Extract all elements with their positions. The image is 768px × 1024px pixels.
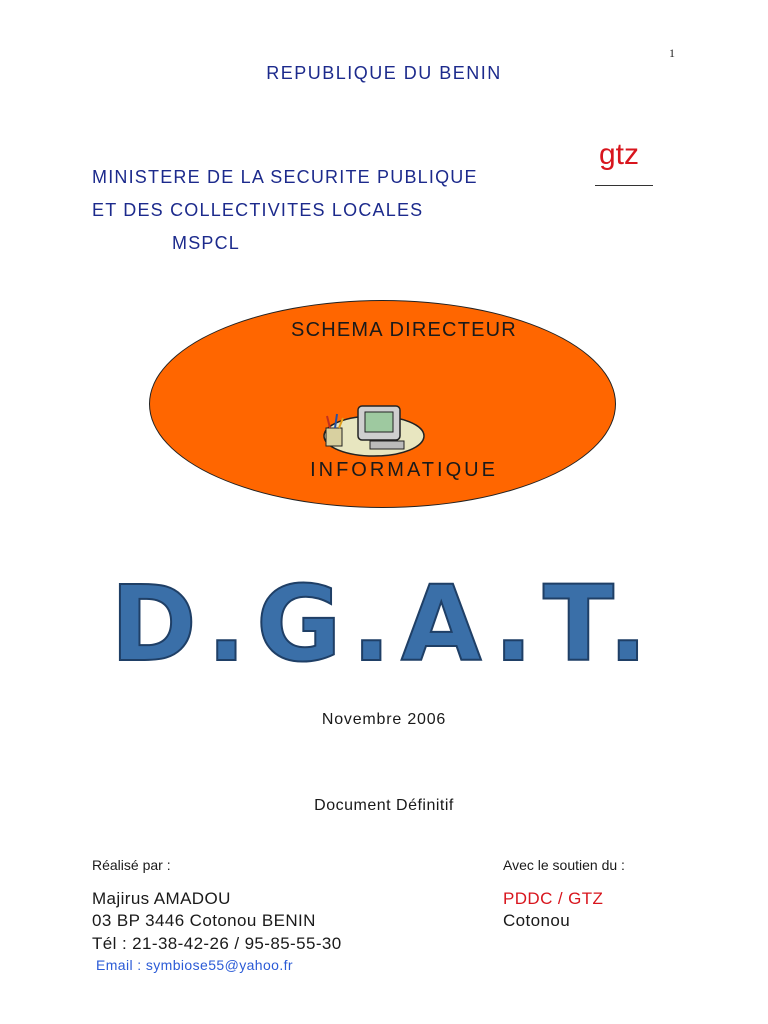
author-email[interactable]: Email : symbiose55@yahoo.fr — [96, 957, 293, 973]
gtz-logo-text: gtz — [599, 138, 640, 171]
support-city: Cotonou — [503, 911, 571, 930]
gtz-logo — [595, 138, 655, 188]
document-date: Novembre 2006 — [321, 711, 447, 728]
computer-clipart-icon — [318, 398, 428, 458]
gtz-logo-underline — [595, 185, 653, 186]
document-status: Document Définitif — [314, 797, 454, 814]
dgat-wordart-text: D.G.A.T. — [110, 563, 658, 685]
author-label: Réalisé par : — [92, 857, 171, 873]
ministry-line-1: MINISTERE DE LA SECURITE PUBLIQUE — [92, 167, 478, 187]
ministry-acronym: MSPCL — [172, 233, 241, 253]
support-label: Avec le soutien du : — [503, 857, 625, 873]
author-address: 03 BP 3446 Cotonou BENIN — [92, 911, 316, 930]
dgat-wordart — [0, 560, 768, 690]
ministry-line-2: ET DES COLLECTIVITES LOCALES — [92, 200, 424, 220]
page-number: 1 — [669, 46, 675, 60]
support-organization: PDDC / GTZ — [503, 889, 604, 908]
title-line-2: INFORMATIQUE — [310, 459, 498, 481]
author-phone: Tél : 21-38-42-26 / 95-85-55-30 — [92, 934, 342, 953]
author-name: Majirus AMADOU — [92, 889, 231, 908]
republic-heading: REPUBLIQUE DU BENIN — [266, 63, 502, 83]
title-line-1: SCHEMA DIRECTEUR — [291, 319, 517, 341]
